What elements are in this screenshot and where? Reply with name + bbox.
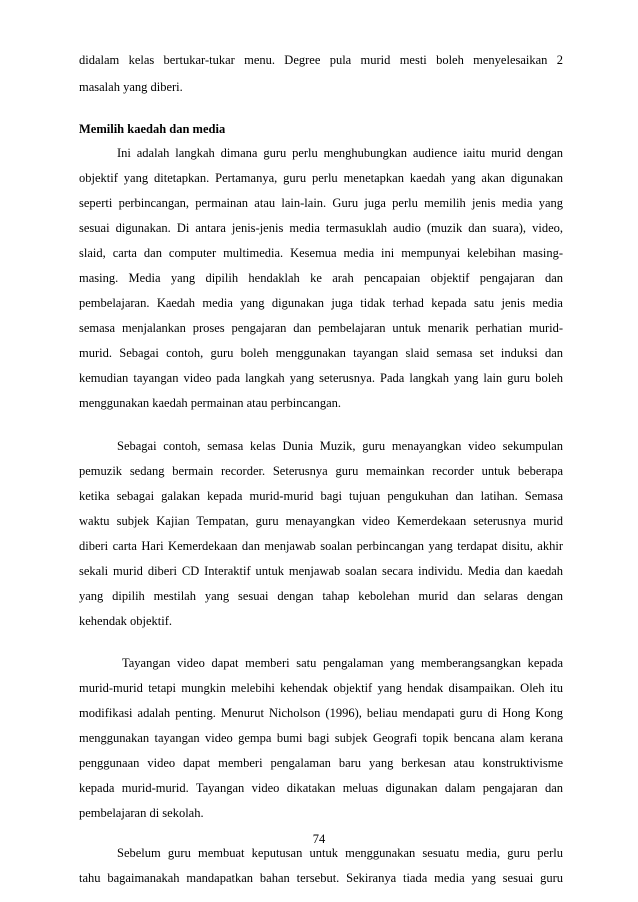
section-heading: Memilih kaedah dan media [79, 122, 226, 136]
text-line: sesuai digunakan. Di antara jenis-jenis media termasuklah audio (muzik dan suara), video, [79, 221, 563, 235]
text-line: Tayangan video dapat memberi satu pengalaman yang memberangsangkan kepada [122, 656, 563, 670]
text-line: seperti perbincangan, permainan atau lain-lain. Guru juga perlu memilih jenis media yang [79, 196, 563, 210]
text-line: masing. Media yang dipilih hendaklah ke arah pencapaian objektif pengajaran dan [79, 271, 563, 285]
text-line: menggunakan tayangan video gempa bumi bagi subjek Geografi topik bencana alam kerana [79, 731, 563, 745]
text-line: slaid, carta dan computer multimedia. Kesemua media ini mempunyai kelebihan masing- [79, 246, 563, 260]
text-line: yang dipilih mestilah yang sesuai dengan tahap kebolehan murid dan selaras dengan [79, 589, 563, 603]
text-line: ketika sebagai galakan kepada murid-murid bagi tujuan pengukuhan dan latihan. Semasa [79, 489, 563, 503]
text-line: sekali murid diberi CD Interaktif untuk menjawab soalan secara individu. Media dan kaedah [79, 564, 563, 578]
text-line: pembelajaran. Kaedah media yang digunakan juga tidak terhad kepada satu jenis media [79, 296, 563, 310]
text-line: pemuzik sedang bermain recorder. Seterusnya guru memainkan recorder untuk beberapa [79, 464, 563, 478]
text-line: murid. Sebagai contoh, guru boleh menggunakan tayangan slaid semasa set induksi dan [79, 346, 563, 360]
text-line: penggunaan video dapat memberi pengalaman baru yang berkesan atau konstruktivisme [79, 756, 563, 770]
text-line: didalam kelas bertukar-tukar menu. Degree pula murid mesti boleh menyelesaikan 2 [79, 53, 563, 67]
text-line: kemudian tayangan video pada langkah yang seterusnya. Pada langkah yang lain guru boleh [79, 371, 563, 385]
text-line: Ini adalah langkah dimana guru perlu menghubungkan audience iaitu murid dengan [117, 146, 563, 160]
text-line: modifikasi adalah penting. Menurut Nicholson (1996), beliau mendapati guru di Hong Kong [79, 706, 563, 720]
text-line: waktu subjek Kajian Tempatan, guru menayangkan video Kemerdekaan seterusnya murid [79, 514, 563, 528]
text-line: kepada murid-murid. Tayangan video dikatakan meluas digunakan dalam pengajaran dan [79, 781, 563, 795]
text-line: semasa menjalankan proses pengajaran dan pembelajaran untuk menarik perhatian murid- [79, 321, 563, 335]
text-line: masalah yang diberi. [79, 80, 183, 94]
text-line: Sebelum guru membuat keputusan untuk menggunakan sesuatu media, guru perlu [117, 846, 563, 860]
text-line: pembelajaran di sekolah. [79, 806, 204, 820]
text-line: menggunakan kaedah permainan atau perbincangan. [79, 396, 342, 410]
text-line: diberi carta Hari Kemerdekaan dan menjawab soalan perbincangan yang terdapat disitu, akhir [79, 539, 563, 553]
text-line: Sebagai contoh, semasa kelas Dunia Muzik, guru menayangkan video sekumpulan [117, 439, 563, 453]
page-number: 74 [312, 832, 326, 846]
text-line: kehendak objektif. [79, 614, 173, 628]
text-line: objektif yang ditetapkan. Pertamanya, guru perlu menetapkan kaedah yang akan digunakan [79, 171, 563, 185]
text-line: tahu bagaimanakah mandapatkan bahan tersebut. Sekiranya tiada media yang sesuai guru [79, 871, 563, 885]
text-line: murid-murid tetapi mungkin melebihi kehendak objektif yang hendak disampaikan. Oleh itu [79, 681, 563, 695]
